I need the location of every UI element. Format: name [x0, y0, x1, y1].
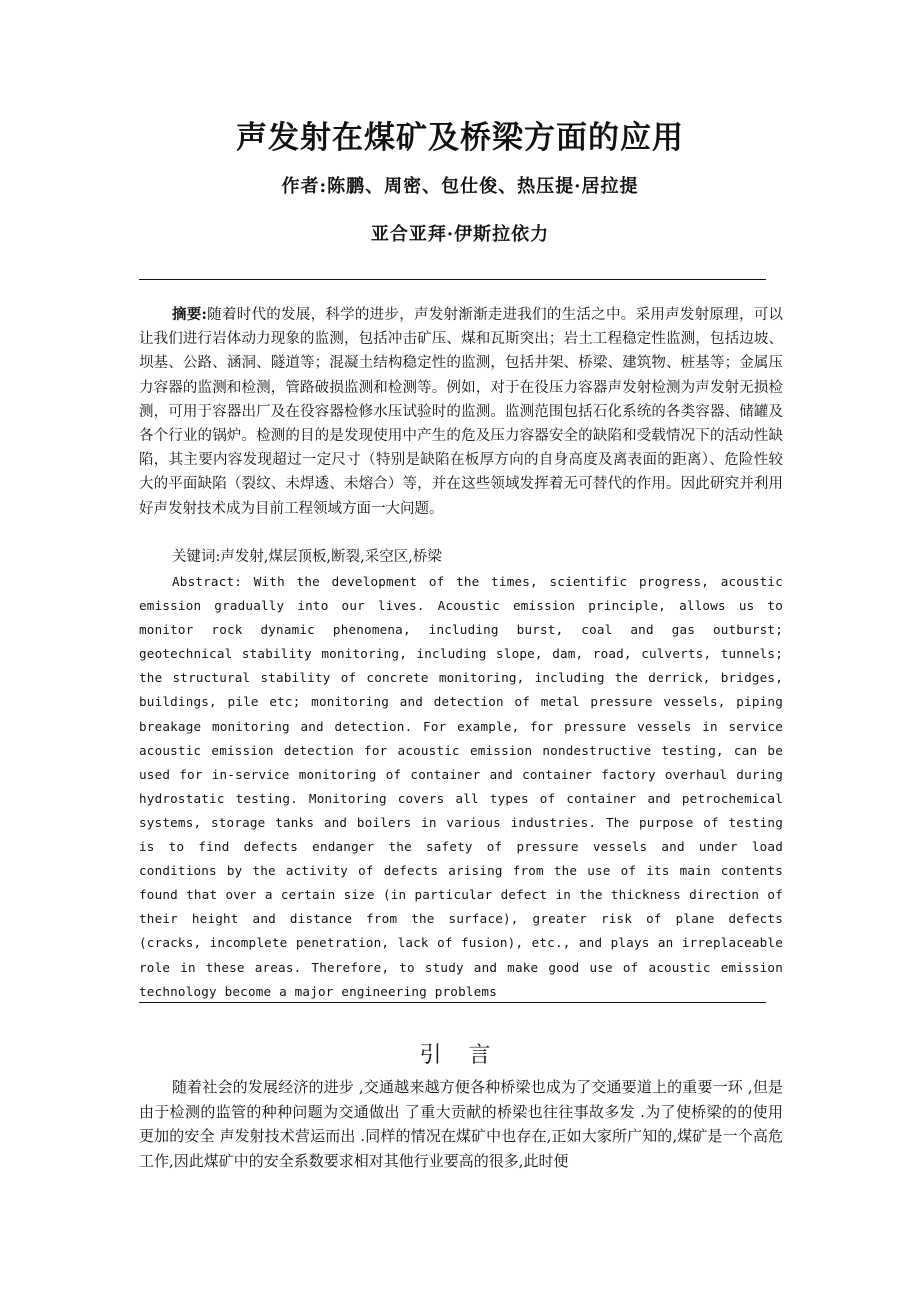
- abstract-label: 摘要:: [172, 306, 207, 323]
- author-line-2: 亚合亚拜·伊斯拉依力: [370, 224, 550, 245]
- top-divider: [139, 279, 766, 280]
- keywords: 关键词:声发射,煤层顶板,断裂,采空区,桥梁: [172, 549, 442, 565]
- bottom-divider: [139, 1002, 766, 1003]
- introduction-paragraph: 随着社会的发展经济的进步 ,交通越来越方便各种桥梁也成为了交通要道上的重要一环 ,但是由于检测的监管的种种问题为交通做出 了重大贡献的桥梁也往往事故多发 .为了使桥梁的的使用更加的安全 声发射技术营运而出 .同样的情况在煤矿中也存在,正如大家所广知的,煤矿是一个高危工作,因此煤矿中的安全系数要求相对其他行业要高的很多,此时便: [139, 1078, 783, 1170]
- section-heading-introduction: 引 言: [419, 1043, 501, 1068]
- author-line-1: 作者:陈鹏、周密、包仕俊、热压提·居拉提: [281, 176, 639, 197]
- abstract-body: 随着时代的发展，科学的进步，声发射渐渐走进我们的生活之中。采用声发射原理，可以让我们进行岩体动力现象的监测，包括冲击矿压、煤和瓦斯突出；岩土工程稳定性监测，包括边坡、坝基、公路、涵洞、隧道等；混凝土结构稳定性的监测，包括井架、桥梁、建筑物、桩基等；金属压力容器的监测和检测，管路破损监测和检测等。例如，对于在役压力容器声发射检测为声发射无损检测，可用于容器出厂及在役容器检修水压试验时的监测。监测范围包括石化系统的各类容器、储罐及各个行业的锅炉。检测的目的是发现使用中产生的危及压力容器安全的缺陷和受载情况下的活动性缺陷，其主要内容发现超过一定尺寸（特别是缺陷在板厚方向的自身高度及离表面的距离）、危险性较大的平面缺陷（裂纹、未焊透、未熔合）等，并在这些领域发挥着无可替代的作用。因此研究并利用好声发射技术成为目前工程领域方面一大问题。: [139, 307, 783, 517]
- english-abstract: Abstract: With the development of the times, scientific progress, acoustic emission gradually into our lives. Acoustic emission principle, allows us to monitor rock dynamic phenomena, including burst, coal and gas outburst; geotechnical stability monitoring, including slope, dam, road, culverts, tunnels; the structural stability of concrete monitoring, including the derrick, bridges, buildings, pile etc; monitoring and detection of metal pressure vessels, piping breakage monitoring and detection. For example, for pressure vessels in service acoustic emission detection for acoustic emission nondestructive testing, can be used for in-service monitoring of container and container factory overhaul during hydrostatic testing. Monitoring covers all types of container and petrochemical systems, storage tanks and boilers in various industries. The purpose of testing is to find defects endanger the safety of pressure vessels and under load conditions by the activity of defects arising from the use of its main contents found that over a certain size (in particular defect in the thickness direction of their height and distance from the surface), greater risk of plane defects (cracks, incomplete penetration, lack of fusion), etc., and plays an irreplaceable role in these areas. Therefore, to study and make good use of acoustic emission technology become a major engineering problems: [139, 574, 783, 999]
- chinese-abstract: [139, 303, 783, 521]
- paper-title: 声发射在煤矿及桥梁方面的应用: [236, 120, 684, 156]
